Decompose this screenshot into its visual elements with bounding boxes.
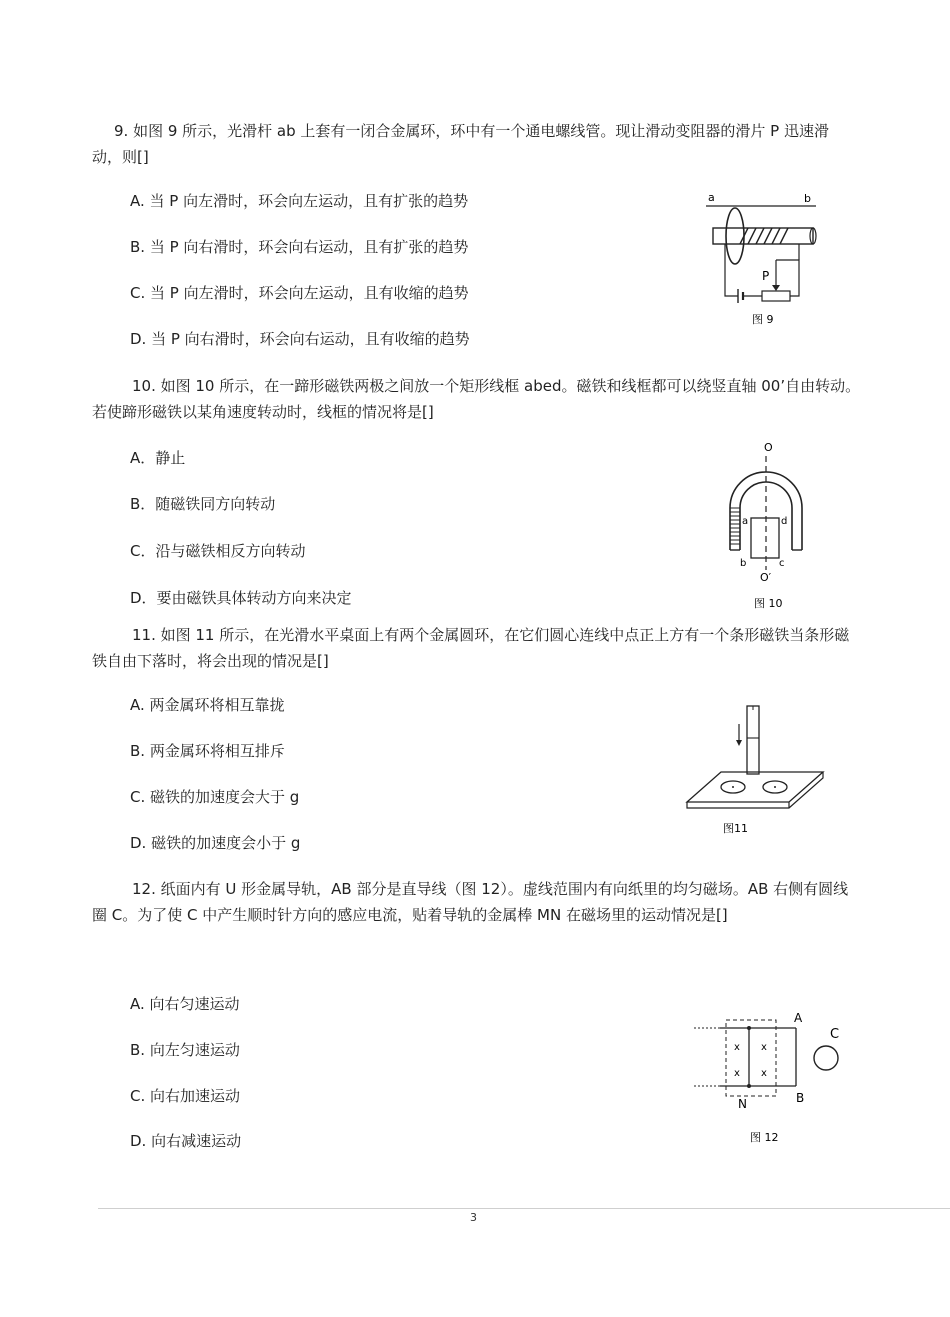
question-10-option-d: D．要由磁铁具体转动方向来决定 [130,589,352,607]
label-c-10: c [779,558,785,569]
question-11-option-a: A. 两金属环将相互靠拢 [130,696,285,714]
label-o-prime: O′ [760,571,772,584]
footer-divider [98,1208,950,1209]
figure-11-falling-magnet-diagram [683,702,828,838]
question-9-option-c: C. 当 P 向左滑时，环会向左运动，且有收缩的趋势 [130,284,469,302]
figure-10-horseshoe-magnet-diagram [720,438,810,614]
field-x-1: x [734,1042,740,1053]
question-11-option-b: B. 两金属环将相互排斥 [130,742,285,760]
page-number: 3 [470,1211,477,1224]
figure-11-caption: 图11 [723,822,748,835]
label-c-12: C [830,1027,840,1042]
question-10-option-b: B．随磁铁同方向转动 [130,495,276,513]
question-12-stem: 12. 纸面内有 U 形金属导轨，AB 部分是直导线（图 12）。虚线范围内有向纸里的均匀磁场。AB 右侧有圆线圈 C。为了使 C 中产生顺时针方向的感应电流，贴着导轨的金属棒 MN 在磁场里的运动情况是[] [92,880,849,924]
label-a: a [708,191,715,204]
question-11-option-d: D. 磁铁的加速度会小于 g [130,834,301,852]
label-d-10: d [781,516,788,527]
question-10-option-a: A．静止 [130,449,186,467]
question-11-option-c: C. 磁铁的加速度会大于 g [130,788,300,806]
question-9-option-a: A. 当 P 向左滑时，环会向左运动，且有扩张的趋势 [130,192,469,210]
question-12-option-d: D. 向右减速运动 [130,1132,242,1150]
label-b: b [804,192,811,205]
figure-9-caption: 图 9 [752,313,774,326]
label-n-12: N [738,1097,747,1111]
question-11-stem: 11. 如图 11 所示，在光滑水平桌面上有两个金属圆环，在它们圆心连线中点正上方有一个条形磁铁当条形磁铁自由下落时，将会出现的情况是[] [92,626,850,670]
figure-12-rail-circuit-diagram [690,1008,850,1148]
figure-12-caption: 图 12 [750,1131,779,1144]
question-10-option-c: C．沿与磁铁相反方向转动 [130,542,306,560]
field-x-2: x [761,1042,767,1053]
label-b-12: B [796,1091,805,1105]
label-b-10: b [740,558,747,569]
label-a-12: A [794,1011,803,1025]
question-12-option-b: B. 向左匀速运动 [130,1041,240,1059]
question-9-option-b: B. 当 P 向右滑时，环会向右运动，且有扩张的趋势 [130,238,469,256]
figure-9-solenoid-diagram [700,188,825,330]
label-o-top: O [764,441,773,454]
label-a-10: a [742,516,749,527]
field-x-3: x [734,1068,740,1079]
question-9-stem: 9. 如图 9 所示，光滑杆 ab 上套有一闭合金属环，环中有一个通电螺线管。现让滑动变阻器的滑片 P 迅速滑动，则[] [92,122,829,166]
question-9-option-d: D. 当 P 向右滑时，环会向右运动，且有收缩的趋势 [130,330,470,348]
question-10-stem: 10. 如图 10 所示，在一蹄形磁铁两极之间放一个矩形线框 abed。磁铁和线框都可以绕竖直轴 00’自由转动。若使蹄形磁铁以某角速度转动时，线框的情况将是[] [92,377,861,421]
figure-10-caption: 图 10 [754,597,783,610]
question-12-option-a: A. 向右匀速运动 [130,995,240,1013]
field-x-4: x [761,1068,767,1079]
question-12-option-c: C. 向右加速运动 [130,1087,241,1105]
label-p: P [762,269,770,283]
